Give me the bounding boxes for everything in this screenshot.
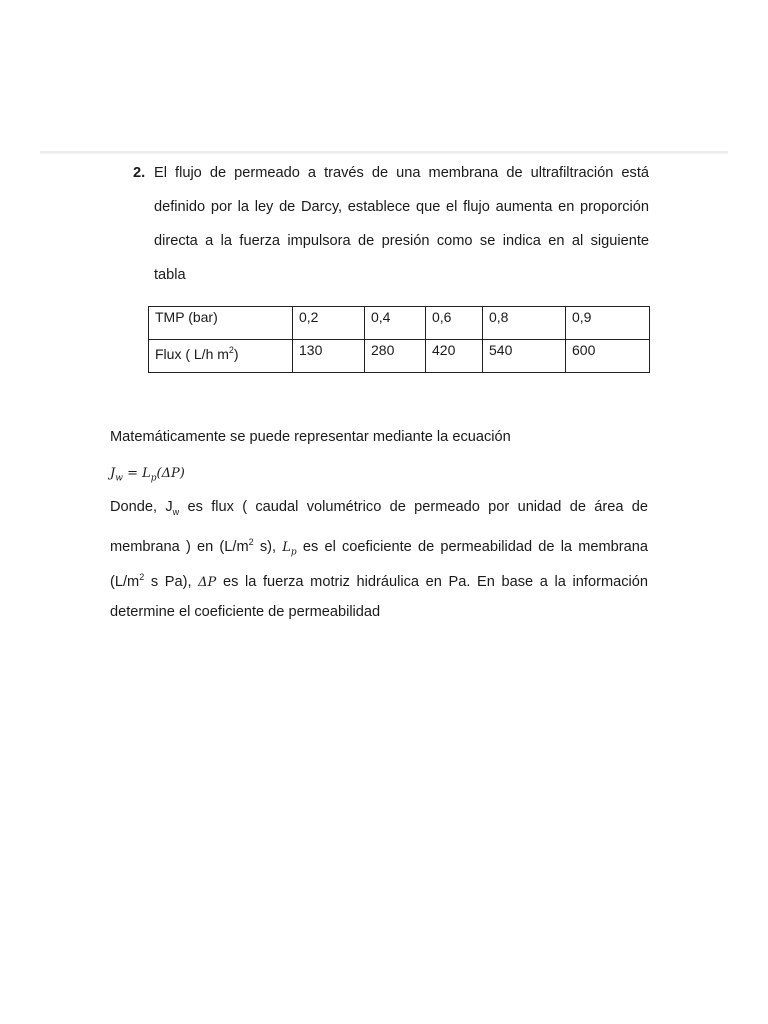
explanation-line-3: ($L/m^2$ s Pa), ΔP es la fuerza motriz hidráulica en Pa. En base a la información [110,572,648,590]
table-cell: 0,2 [293,307,365,340]
page-top-edge [40,151,728,154]
table-cell: 540 [483,340,566,373]
explanation-line-2: membrana ) en ($L/m^2$ s), $L_p$ es el coeficiente de permeabilidad de la membrana [110,537,649,558]
intro-text: Matemáticamente se puede representar mediante la ecuación [110,429,511,445]
table-cell: 0,9 [566,307,650,340]
table-cell: 600 [566,340,650,373]
explanation-paragraph [110,490,648,630]
table-cell: 280 [365,340,426,373]
question-2 [133,156,649,292]
table-cell: 420 [426,340,483,373]
table-row-flux [149,340,650,373]
table-cell-tmp-label: TMP (bar) [149,307,293,340]
table-cell: 0,4 [365,307,426,340]
question-line-4: tabla [154,267,186,283]
table-cell: 0,6 [426,307,483,340]
explanation-line-1: Donde, $J_w$ es flux ( caudal volumétrico de permeado por unidad de área de [110,499,648,517]
question-line-3: directa a la fuerza impulsora de presión como se indica en al siguiente [154,233,649,249]
table-cell: 130 [293,340,365,373]
explanation-line-4: determine el coeficiente de permeabilidad [110,604,381,620]
question-number: 2. [133,165,146,181]
darcy-equation: $J_w = L_p(\Delta P)$ [110,466,185,484]
table-cell: 0,8 [483,307,566,340]
question-line-1: El flujo de permeado a través de una membrana de ultrafiltración está [154,165,649,181]
table-row-tmp [149,307,650,340]
tmp-flux-table [148,306,650,373]
question-line-2: definido por la ley de Darcy, establece que el flujo aumenta en proporción [154,199,649,215]
table-cell-flux-label: Flux ( L/h $m^2$) [149,340,293,373]
